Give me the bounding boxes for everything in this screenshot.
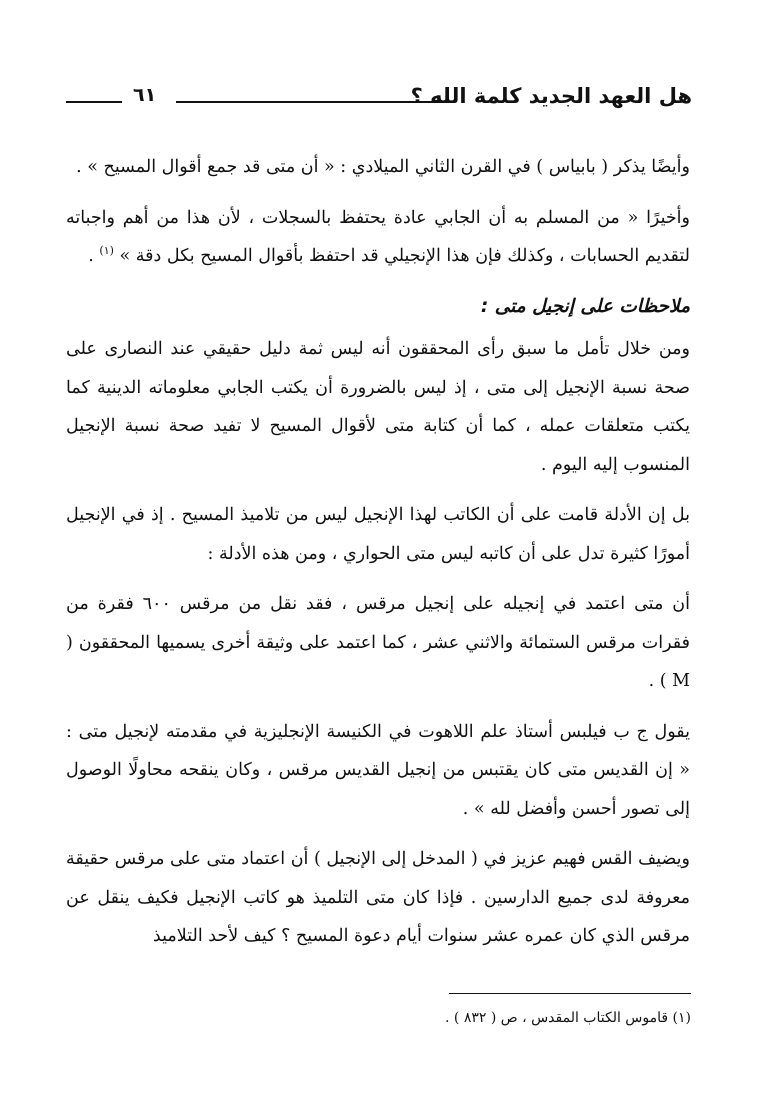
section-heading: ملاحظات على إنجيل متى :: [480, 295, 690, 317]
footnote-ref: (١): [99, 244, 114, 258]
paragraph-5: أن متى اعتمد في إنجيله على إنجيل مرقس ، فقد نقل من مرقس ٦٠٠ فقرة من فقرات مرقس الستمائة والاثني عشر ، كما اعتمد على وثيقة أخرى يسميها المحققون ( M ) .: [66, 594, 690, 691]
paragraph-4: بل إن الأدلة قامت على أن الكاتب لهذا الإنجيل ليس من تلاميذ المسيح . إذ في الإنجيل أمورًا كثيرة تدل على أن كاتبه ليس متى الحواري ، ومن هذه الأدلة :: [66, 505, 690, 564]
paragraph-2: [66, 199, 690, 276]
paragraph-2-end: .: [88, 246, 100, 266]
footnote: (١) قاموس الكتاب المقدس ، ص ( ٨٣٢ ) .: [445, 1010, 691, 1026]
running-header: [66, 82, 692, 118]
footnote-rule: [449, 993, 691, 994]
paragraph-6: يقول ج ب فيلبس أستاذ علم اللاهوت في الكنيسة الإنجليزية في مقدمته لإنجيل متى : « إن القديس متى كان يقتبس من إنجيل القديس مرقس ، وكان ينقحه محاولًا الوصول إلى تصور أحسن وأفضل لله » .: [66, 721, 690, 819]
header-rule-short: [66, 101, 122, 103]
paragraph-3: ومن خلال تأمل ما سبق رأى المحققون أنه ليس ثمة دليل حقيقي عند النصارى على صحة نسبة الإنجيل إلى متى ، إذ ليس بالضرورة أن يكتب الجابي معلوماته الدينية كما يكتب متعلقات عمله ، كما أن كتابة متى لأقوال المسيح لا تفيد صحة نسبة الإنجيل المنسوب إليه اليوم .: [66, 339, 690, 475]
running-title: هل العهد الجديد كلمة الله ؟: [410, 84, 692, 108]
paragraph-7: ويضيف القس فهيم عزيز في ( المدخل إلى الإنجيل ) أن اعتماد متى على مرقس حقيقة معروفة لدى جميع الدارسين . فإذا كان متى التلميذ هو كاتب الإنجيل فكيف ينقل عن مرقس الذي كان عمره عشر سنوات أيام دعوة المسيح ؟ كيف لأحد التلاميذ: [66, 849, 690, 946]
paragraph-1: وأيضًا يذكر ( بابياس ) في القرن الثاني الميلادي : « أن متى قد جمع أقوال المسيح » .: [76, 157, 690, 177]
paragraph-2-text: وأخيرًا « من المسلم به أن الجابي عادة يحتفظ بالسجلات ، لأن هذا من أهم واجباته لتقديم الحسابات ، وكذلك فإن هذا الإنجيلي قد احتفظ بأقوال المسيح بكل دقة »: [66, 207, 690, 266]
header-rule: [176, 101, 455, 103]
page-body: [66, 148, 690, 968]
page-number: ٦١: [133, 84, 157, 106]
